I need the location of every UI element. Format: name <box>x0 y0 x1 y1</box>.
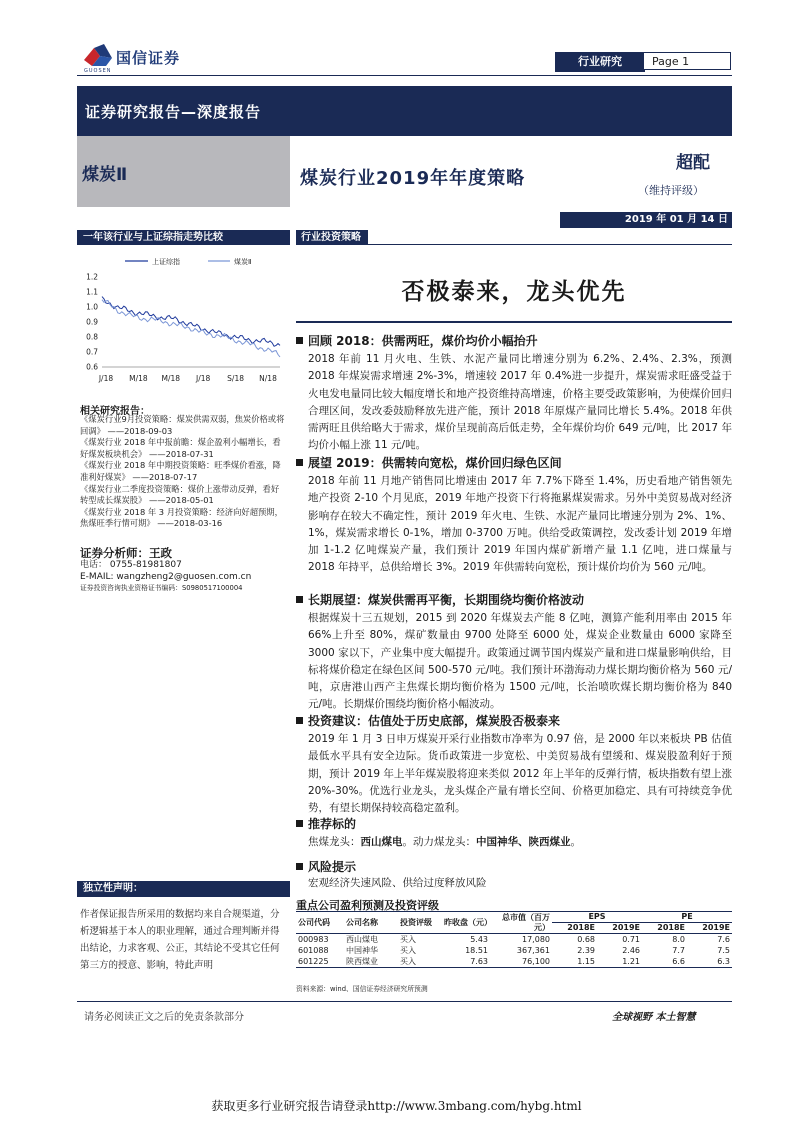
report-type: 证券研究报告—深度报告 <box>85 103 262 121</box>
col-rating: 投资评级 <box>400 917 432 927</box>
y-tick-label: 1.1 <box>86 287 98 297</box>
chart-heading: 一年该行业与上证综指走势比较 <box>77 230 290 245</box>
col-mktcap: 总市值（百万元） <box>502 912 550 932</box>
col-pe-2019: 2019E <box>702 923 730 932</box>
series-line-sse <box>102 297 280 347</box>
rating: 超配 <box>676 153 710 173</box>
footer-rule <box>77 1001 732 1002</box>
y-tick-label: 0.7 <box>86 347 98 357</box>
section-title: 长期展望：煤炭供需再平衡，长期围绕均衡价格波动 <box>308 593 585 607</box>
y-tick-label: 0.6 <box>86 362 98 372</box>
table-row: 601225 陕西煤业 买入 7.63 76,100 1.15 1.21 6.6 6.3 <box>298 957 730 966</box>
pick-coking: 西山煤电 <box>360 836 403 848</box>
table-source: 资料来源：wind、国信证券经济研究所预测 <box>296 985 428 993</box>
section-body: 宏观经济失速风险、供给过度释放风险 <box>308 877 487 889</box>
disclaimer-title: 独立性声明： <box>77 881 290 897</box>
bullet-icon <box>296 459 303 466</box>
y-tick-label: 0.8 <box>86 332 98 342</box>
table-row: 601088 中国神华 买入 18.51 367,361 2.39 2.46 7.7 7.5 <box>298 946 730 955</box>
footer-slogan: 全球视野 本土智慧 <box>612 1012 696 1023</box>
footer-disclaimer: 请务必阅读正文之后的免责条款部分 <box>84 1012 244 1023</box>
x-tick-label: J/18 <box>196 374 211 383</box>
section-title: 风险提示 <box>308 860 357 874</box>
logo-sub: GUOSEN <box>84 68 112 74</box>
section-outlook <box>296 454 732 577</box>
logo-name: 国信证券 <box>116 49 181 67</box>
legend-label-coal: 煤炭Ⅱ <box>234 258 252 266</box>
section-body: 根据煤炭十三五规划，2015 到 2020 年煤炭去产能 8 亿吨，测算产能利用率由 2015 年 66%上升至 80%，煤矿数量由 9700 处降至 6000 处，煤炭企业数量由 6000 家降至 3000 家以下，产业集中度大幅提升。政策通过调节国内煤炭产量和进口煤量影响供给，目标将煤价稳定在绿色区间 500-570 元/吨。我们预计环渤海动力煤长期均衡价格为 560 元/吨，京唐港山西产主焦煤长期均衡价格为 1500 元/吨，长治喷吹煤长期均衡价格为 840 元/吨。长期煤价围绕均衡价格小幅波动。 <box>308 612 732 711</box>
related-reports-list <box>80 414 285 530</box>
bullet-icon <box>296 863 303 870</box>
pick-thermal: 中国神华、陕西煤业 <box>476 836 571 848</box>
headline-rule <box>296 321 732 323</box>
section-longterm <box>296 591 732 714</box>
guosen-logo-icon <box>84 44 112 66</box>
analyst-title: 证券分析师：王政 <box>80 546 172 560</box>
header-rule <box>77 75 732 76</box>
related-reports-title: 相关研究报告： <box>80 406 150 417</box>
related-report-item[interactable]: 《煤炭行业二季度投资策略：煤价上涨带动反弹，看好转型成长煤炭股》 ——2018-05-01 <box>80 483 280 506</box>
section-body: 焦煤龙头：西山煤电。动力煤龙头：中国神华、陕西煤业。 <box>308 836 581 848</box>
section-body: 2018 年前 11 月地产销售同比增速由 2017 年 7.7%下降至 1.4%，历史看地产销售领先地产投资 2-10 个月见底，2019 年地产投资下行将拖累煤炭需求。另外中美贸易战对经济影响存在较大不确定性，预计 2019 年火电、生铁、水泥产量同比增速分别为 2%、1%、1%，煤炭需求增长 0-1%，增加 0-3700 万吨。供给受政策调控，发改委计划 2019 年增加 1-1.2 亿吨煤炭产量，我们预计 2019 年国内煤矿新增产量 1.1 亿吨，进口煤量与 2018 年持平，总供给增长 3%。2019 年供需转向宽松，预计煤价均价为 560 元/吨。 <box>308 475 732 574</box>
earnings-table <box>296 911 732 968</box>
bullet-icon <box>296 820 303 827</box>
col-pe: PE <box>642 912 732 923</box>
section-title: 推荐标的 <box>308 817 357 831</box>
analyst-cert: 证券投资咨询执业资格证书编码：S0980517100004 <box>80 584 243 592</box>
section-rule <box>296 244 732 245</box>
col-pe-2018: 2018E <box>657 923 685 932</box>
bullet-icon <box>296 337 303 344</box>
report-date: 2019 年 01 月 14 日 <box>624 214 728 225</box>
section-review <box>296 332 732 455</box>
header-tag: 行业研究 <box>555 52 645 72</box>
x-tick-label: S/18 <box>227 374 245 383</box>
headline: 否极泰来，龙头优先 <box>401 279 627 305</box>
section-risk <box>296 858 732 892</box>
bullet-icon <box>296 596 303 603</box>
section-body: 2018 年前 11 月火电、生铁、水泥产量同比增速分别为 6.2%、2.4%、2.3%，预测 2018 年煤炭需求增速 2%-3%，增速较 2017 年 0.4%进一步提升，煤炭需求旺盛受益于火电发电量同比较大幅度增长和地产投资维持高增速，价格主要受政策影响，为使煤价回归合理区间，发改委鼓励释放先进产能，预计 2018 年原煤产量同比增长 5.4%。2018 年供需两旺且供给略大于需求，煤价呈现前高后低走势，全年煤价均价 649 元/吨，比 2017 年均价小幅上涨 11 元/吨。 <box>308 353 732 452</box>
bullet-icon <box>296 717 303 724</box>
y-tick-label: 0.9 <box>86 317 98 327</box>
col-eps: EPS <box>552 912 642 923</box>
col-name: 公司名称 <box>346 917 378 927</box>
analyst-phone: 电话： 0755-81981807 <box>80 560 182 570</box>
analyst-info <box>80 560 285 595</box>
download-link[interactable]: 获取更多行业研究报告请登录http://www.3mbang.com/hybg.html <box>211 1099 582 1113</box>
section-title: 投资建议：估值处于历史底部，煤炭股否极泰来 <box>308 714 561 728</box>
report-title: 煤炭行业2019年年度策略 <box>300 168 526 189</box>
table-title: 重点公司盈利预测及投资评级 <box>296 899 439 912</box>
table-row: 000983 西山煤电 买入 5.43 17,080 0.68 0.71 8.0 7.6 <box>298 935 730 944</box>
related-report-item[interactable]: 《煤炭行业 2018 年 3 月投资策略：经济向好超预期，焦煤旺季行情可期》 ——2018-03-16 <box>80 506 283 529</box>
col-eps-2018: 2018E <box>567 923 595 932</box>
y-tick-label: 1.0 <box>86 302 98 312</box>
section-picks <box>296 815 732 851</box>
x-tick-label: N/18 <box>259 374 277 383</box>
col-price: 昨收盘（元） <box>444 917 492 927</box>
related-report-item[interactable]: 《煤炭行业9月投资策略：煤炭供需双弱，焦炭价格或将回调》 ——2018-09-03 <box>80 414 285 436</box>
related-report-item[interactable]: 《煤炭行业 2018 年中期投资策略：旺季煤价看涨，降准利好煤炭》 ——2018-07-17 <box>80 460 281 482</box>
related-report-item[interactable]: 《煤炭行业 2018 年中报前瞻：煤企盈利小幅增长，看好煤炭板块机会》 ——2018-07-31 <box>80 437 281 459</box>
y-tick-label: 1.2 <box>86 272 98 282</box>
x-tick-label: M/18 <box>161 374 181 383</box>
col-eps-2019: 2019E <box>612 923 640 932</box>
x-tick-label: M/18 <box>129 374 148 383</box>
legend-label-sse: 上证综指 <box>152 258 180 266</box>
analyst-email[interactable]: E-MAIL: wangzheng2@guosen.com.cn <box>80 571 252 582</box>
performance-chart <box>80 255 285 390</box>
section-title: 回顾 2018：供需两旺，煤价均价小幅抬升 <box>308 334 538 348</box>
section-body: 2019 年 1 月 3 日申万煤炭开采行业指数市净率为 0.97 倍，是 2000 年以来板块 PB 估值最低水平具有安全边际。货币政策进一步宽松、中美贸易战有望缓和、煤炭股盈利好于预期，预计 2019 年上半年煤炭股将迎来类似 2012 年上半年的反弹行情，板块指数有望上涨 20%-30%。优选行业龙头，龙头煤企产量有增长空间、价格更加稳定、具有可持续竞争优势，有望长期保持较高稳定盈利。 <box>308 733 732 815</box>
page-number: Page 1 <box>643 52 731 70</box>
series-line-coal <box>102 300 280 357</box>
section-investment <box>296 712 732 817</box>
x-tick-label: J/18 <box>98 374 114 383</box>
section-title: 展望 2019：供需转向宽松，煤价回归绿色区间 <box>308 456 562 470</box>
section-tag: 行业投资策略 <box>296 230 368 245</box>
disclaimer-text: 作者保证报告所采用的数据均来自合规渠道，分析逻辑基于本人的职业理解，通过合理判断并得出结论，力求客观、公正，其结论不受其它任何第三方的授意、影响，特此声明 <box>80 909 280 971</box>
col-code: 公司代码 <box>298 917 330 927</box>
rating-note: （维持评级） <box>638 184 704 197</box>
sector-name: 煤炭Ⅱ <box>82 165 128 185</box>
